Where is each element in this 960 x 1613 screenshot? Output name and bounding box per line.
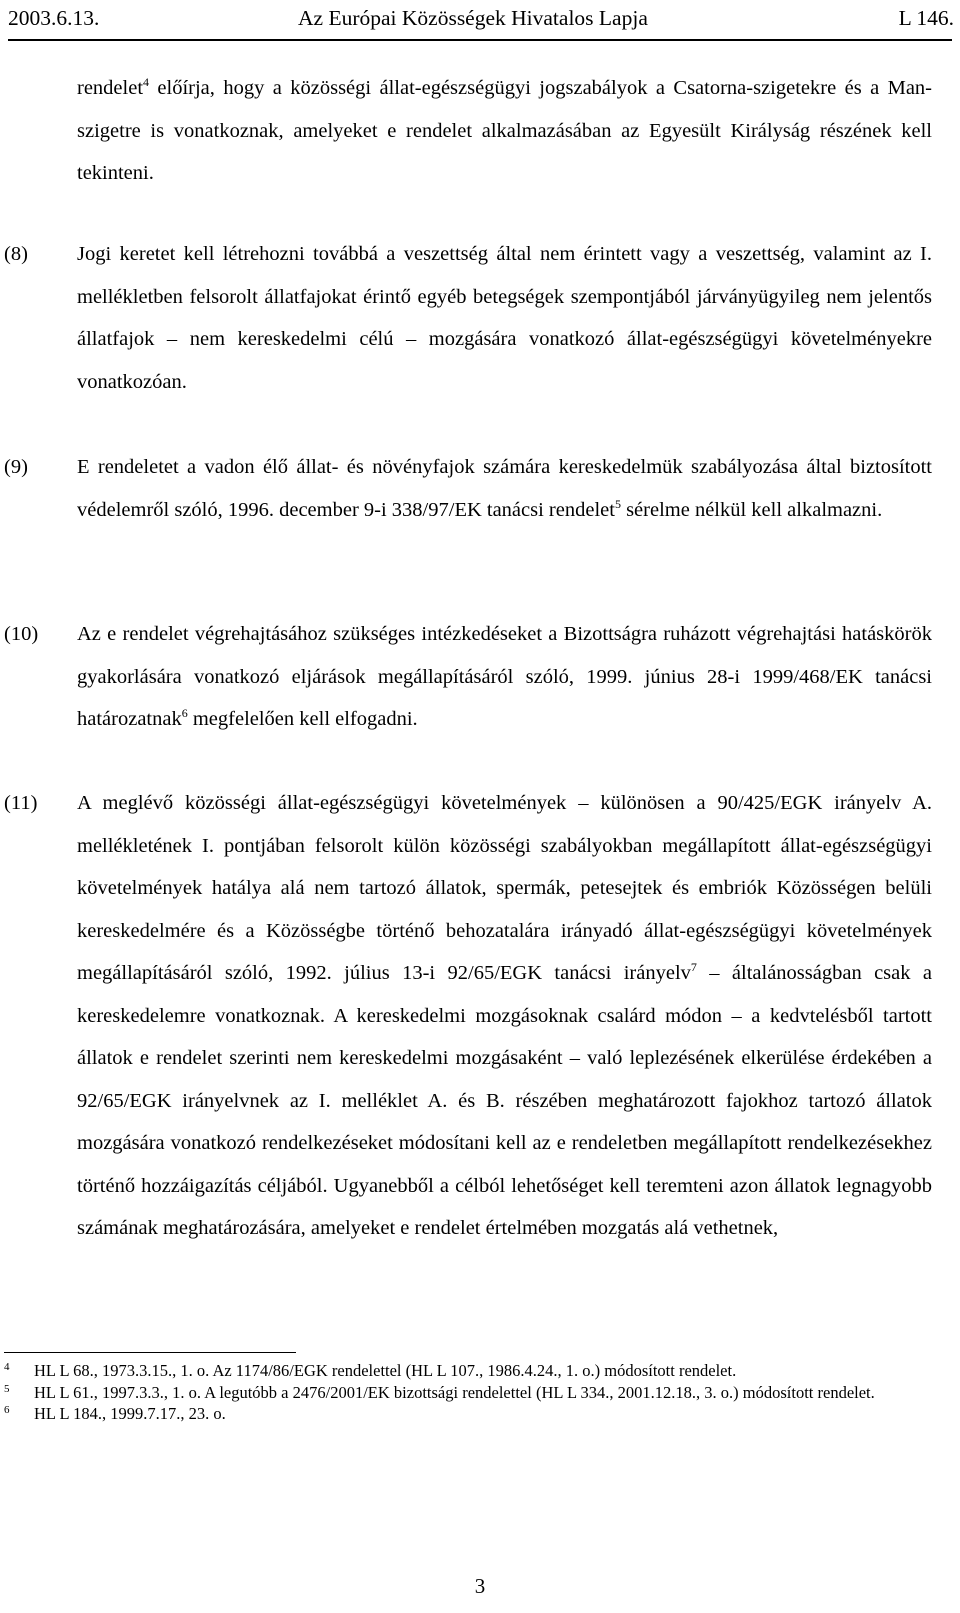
paragraph-10 <box>77 613 932 741</box>
footnote-4 <box>4 1360 934 1382</box>
page-header <box>0 6 960 40</box>
footnote-ref-7: 7 <box>690 960 697 975</box>
header-journal-title: Az Európai Közösségek Hivatalos Lapja <box>298 6 648 30</box>
header-rule <box>8 39 952 41</box>
footnote-mark: 4 <box>4 1361 10 1373</box>
paragraph-number-9: (9) <box>4 456 28 478</box>
footnote-6 <box>4 1403 934 1425</box>
paragraph-text: sérelme nélkül kell alkalmazni. <box>620 498 883 521</box>
footnote-5 <box>4 1382 934 1404</box>
footnote-ref-5: 5 <box>614 496 621 511</box>
paragraph-text: Az e rendelet végrehajtásához szükséges intézkedéseket a Bizottságra ruházott végrehajtási hatáskörök gyakorlására vonatkozó eljárások megállapításáról szóló, 1999. június 28-i 1999/468/EK tanácsi határozatnak <box>77 623 932 730</box>
paragraph-text: – általánosságban csak a kereskedelemre vonatkoznak. A kereskedelmi mozgásoknak csalárd módon – a kedvtelésből tartott állatok e rendelet szerinti nem kereskedelmi mozgásaként – való leplezésének elkerülése érdekében a 92/65/EGK irányelvnek az I. melléklet A. és B. részében meghatározott fajokhoz tartozó állatok mozgására vonatkozó rendelkezéseket módosítani kell az e rendeletben megállapított rendelkezésekhez történő hozzáigazítás céljából. Ugyanebből a célból lehetőséget kell teremteni azon állatok legnagyobb számának meghatározására, amelyeket e rendelet értelmében mozgatás alá vethetnek, <box>77 962 932 1239</box>
footnotes <box>4 1360 934 1425</box>
footnote-text: HL L 184., 1999.7.17., 23. o. <box>34 1404 226 1423</box>
paragraph-continued <box>77 67 932 195</box>
paragraph-text: rendelet <box>77 77 144 99</box>
footnote-ref-6: 6 <box>181 706 188 721</box>
paragraph-number-11: (11) <box>4 792 38 814</box>
paragraph-number-10: (10) <box>4 623 39 645</box>
header-reference: L 146. <box>898 6 954 30</box>
paragraph-8 <box>77 233 932 403</box>
footnote-separator <box>4 1352 296 1353</box>
paragraph-11 <box>77 782 932 1250</box>
footnote-text: HL L 61., 1997.3.3., 1. o. A legutóbb a 2476/2001/EK bizottsági rendelettel (HL L 334., 2001.12.18., 3. o.) módosított rendelet. <box>34 1382 875 1402</box>
paragraph-9 <box>77 446 932 531</box>
paragraph-number-8: (8) <box>4 243 28 265</box>
footnote-mark: 5 <box>4 1382 10 1395</box>
footnote-text: HL L 68., 1973.3.15., 1. o. Az 1174/86/EGK rendelettel (HL L 107., 1986.4.24., 1. o.) módosított rendelet. <box>34 1361 737 1380</box>
footnote-mark: 6 <box>4 1404 10 1416</box>
paragraph-text: előírja, hogy a közösségi állat-egészségügyi jogszabályok a Csatorna-szigetekre és a Man-szigetre is vonatkoznak, amelyeket e rendelet alkalmazásában az Egyesült Királyság részének kell tekinteni. <box>77 77 932 184</box>
paragraph-text: E rendeletet a vadon élő állat- és növényfajok számára kereskedelmük szabályozása által biztosított védelemről szóló, 1996. december 9-i 338/97/EK tanácsi rendelet <box>77 456 932 521</box>
header-date: 2003.6.13. <box>8 6 100 30</box>
paragraph-text: A meglévő közösségi állat-egészségügyi követelmények – különösen a 90/425/EGK irányelv A. mellékletének I. pontjában felsorolt külön közösségi szabályokban megállapított állat-egészségügyi követelmények hatálya alá nem tartozó állatok, spermák, petesejtek és embriók Közösségen belüli kereskedelmére és a Közösségbe történő behozatalára irányadó állat-egészségügyi követelmények megállapításáról szóló, 1992. július 13-i 92/65/EGK tanácsi irányelv <box>77 792 932 984</box>
footnote-ref-4: 4 <box>143 75 150 90</box>
page-number: 3 <box>474 1574 486 1598</box>
paragraph-text: megfelelően kell elfogadni. <box>187 708 418 730</box>
paragraph-text: Jogi keretet kell létrehozni továbbá a veszettség által nem érintett vagy a veszettség, valamint az I. mellékletben felsorolt állatfajokat érintő egyéb betegségek szempontjából járványügyileg nem jelentős állatfajok – nem kereskedelmi célú – mozgására vonatkozó állat-egészségügyi követelményekre vonatkozóan. <box>77 243 932 393</box>
